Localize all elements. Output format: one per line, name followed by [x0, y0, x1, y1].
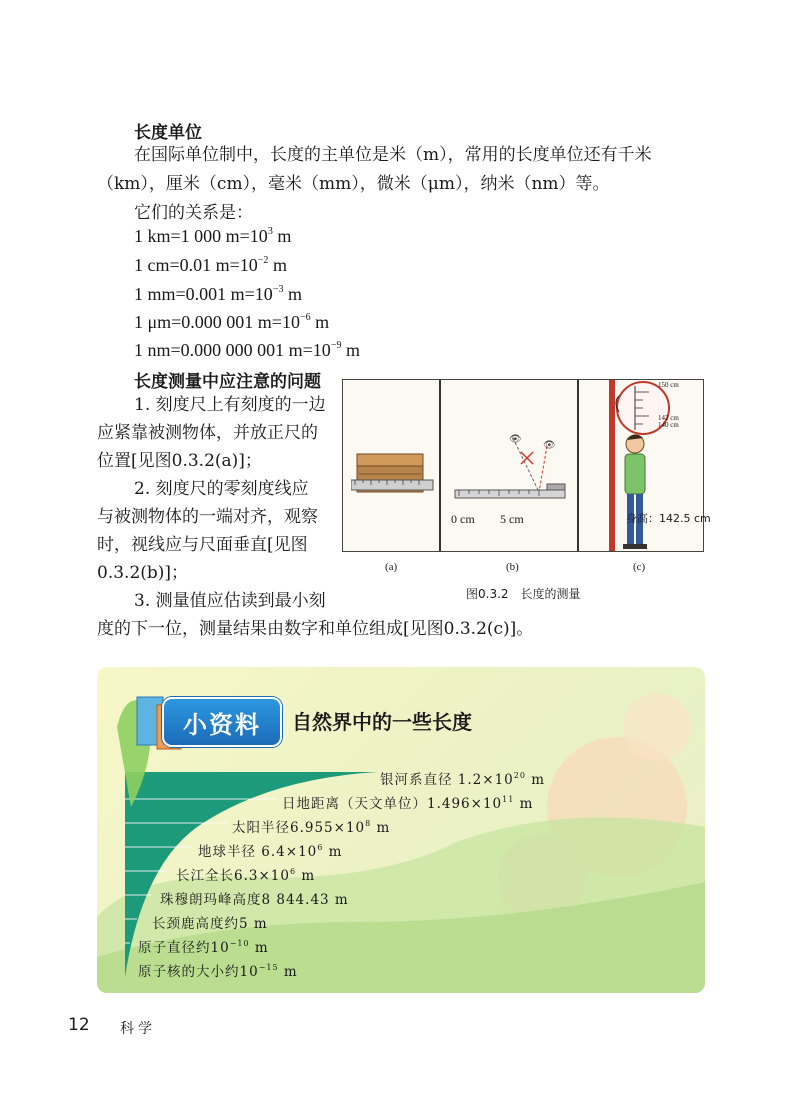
panel-label-a: (a)	[385, 561, 398, 573]
equation: 1 nm=0.000 000 001 $m=10^{-9}$ m	[134, 340, 360, 360]
length-item: 银河系直径 $1.2\times 10^{20}$ m	[380, 771, 546, 788]
ruler-eye-view-illustration	[447, 430, 573, 510]
length-item: 太阳半径$6.955\times 10^8$ m	[232, 819, 391, 836]
length-item: 地球半径 $6.4\times 10^6$ m	[198, 843, 343, 860]
section-heading-measurement: 长度测量中应注意的问题	[134, 372, 321, 392]
paragraph-line: 在国际单位制中，长度的主单位是米（m），常用的长度单位还有千米	[134, 145, 652, 165]
equation: 1 km=1 000 $m=10^3$ m	[134, 226, 292, 246]
figure-caption: 图0.3.2 长度的测量	[466, 587, 581, 601]
equation: 1 μm=0.000 001 $m=10^{-6}$ m	[134, 312, 330, 332]
paragraph-line: 0.3.2(b)]；	[97, 563, 189, 583]
scale-mark-140: 140 cm	[658, 421, 679, 429]
info-box-title: 自然界中的一些长度	[292, 710, 472, 734]
paragraph-line: 与被测物体的一端对齐，观察	[97, 507, 318, 527]
ruler-label-five: 5 cm	[500, 512, 524, 526]
scale-mark-142: 142 cm	[658, 414, 679, 422]
paragraph-line: 度的下一位，测量结果由数字和单位组成[见图0.3.2(c)]。	[97, 619, 534, 639]
section-heading-length-units: 长度单位	[134, 123, 202, 143]
panel-label-b: (b)	[506, 561, 519, 573]
height-reading: 身高：142.5 cm	[626, 512, 711, 525]
paragraph-line: （km），厘米（cm），毫米（mm），微米（μm），纳米（nm）等。	[97, 174, 610, 194]
paragraph-line: 位置[见图0.3.2(a)]；	[97, 451, 262, 471]
length-item: 长江全长$6.3\times 10^6$ m	[176, 867, 316, 884]
info-badge: 小资料	[162, 697, 282, 747]
length-item: 原子直径约$10^{-10}$ m	[138, 939, 269, 956]
length-item: 长颈鹿高度约5 m	[152, 916, 268, 932]
paragraph-line: 3. 测量值应估读到最小刻	[134, 591, 326, 611]
paragraph-line: 2. 刻度尺的零刻度线应	[134, 479, 309, 499]
paragraph-line: 时，视线应与尺面垂直[见图	[97, 535, 308, 555]
paragraph-line: 应紧靠被测物体，并放正尺的	[97, 423, 318, 443]
svg-text:👁: 👁	[509, 434, 522, 445]
figure-divider	[439, 380, 441, 551]
paragraph-line: 它们的关系是：	[134, 203, 253, 223]
page-number: 12	[68, 1015, 90, 1035]
length-item: 珠穆朗玛峰高度8 844.43 m	[160, 892, 349, 908]
paragraph-line: 1. 刻度尺上有刻度的一边	[134, 395, 326, 415]
length-item: 日地距离（天文单位）$1.496\times 10^{11}$ m	[282, 795, 534, 812]
wooden-block-with-ruler-illustration	[351, 450, 437, 510]
equation: 1 mm=0.001 $m=10^{-3}$ m	[134, 284, 302, 304]
scale-mark-150: 150 cm	[658, 381, 679, 389]
equation: 1 cm=0.01 $m=10^{-2}$ m	[134, 255, 287, 275]
ruler-label-zero: 0 cm	[451, 512, 475, 526]
panel-label-c: (c)	[633, 561, 646, 573]
length-item: 原子核的大小约$10^{-15}$ m	[138, 963, 298, 980]
measurement-figure	[342, 379, 711, 573]
subject-label: 科学	[120, 1021, 156, 1037]
svg-text:👁: 👁	[543, 440, 556, 451]
